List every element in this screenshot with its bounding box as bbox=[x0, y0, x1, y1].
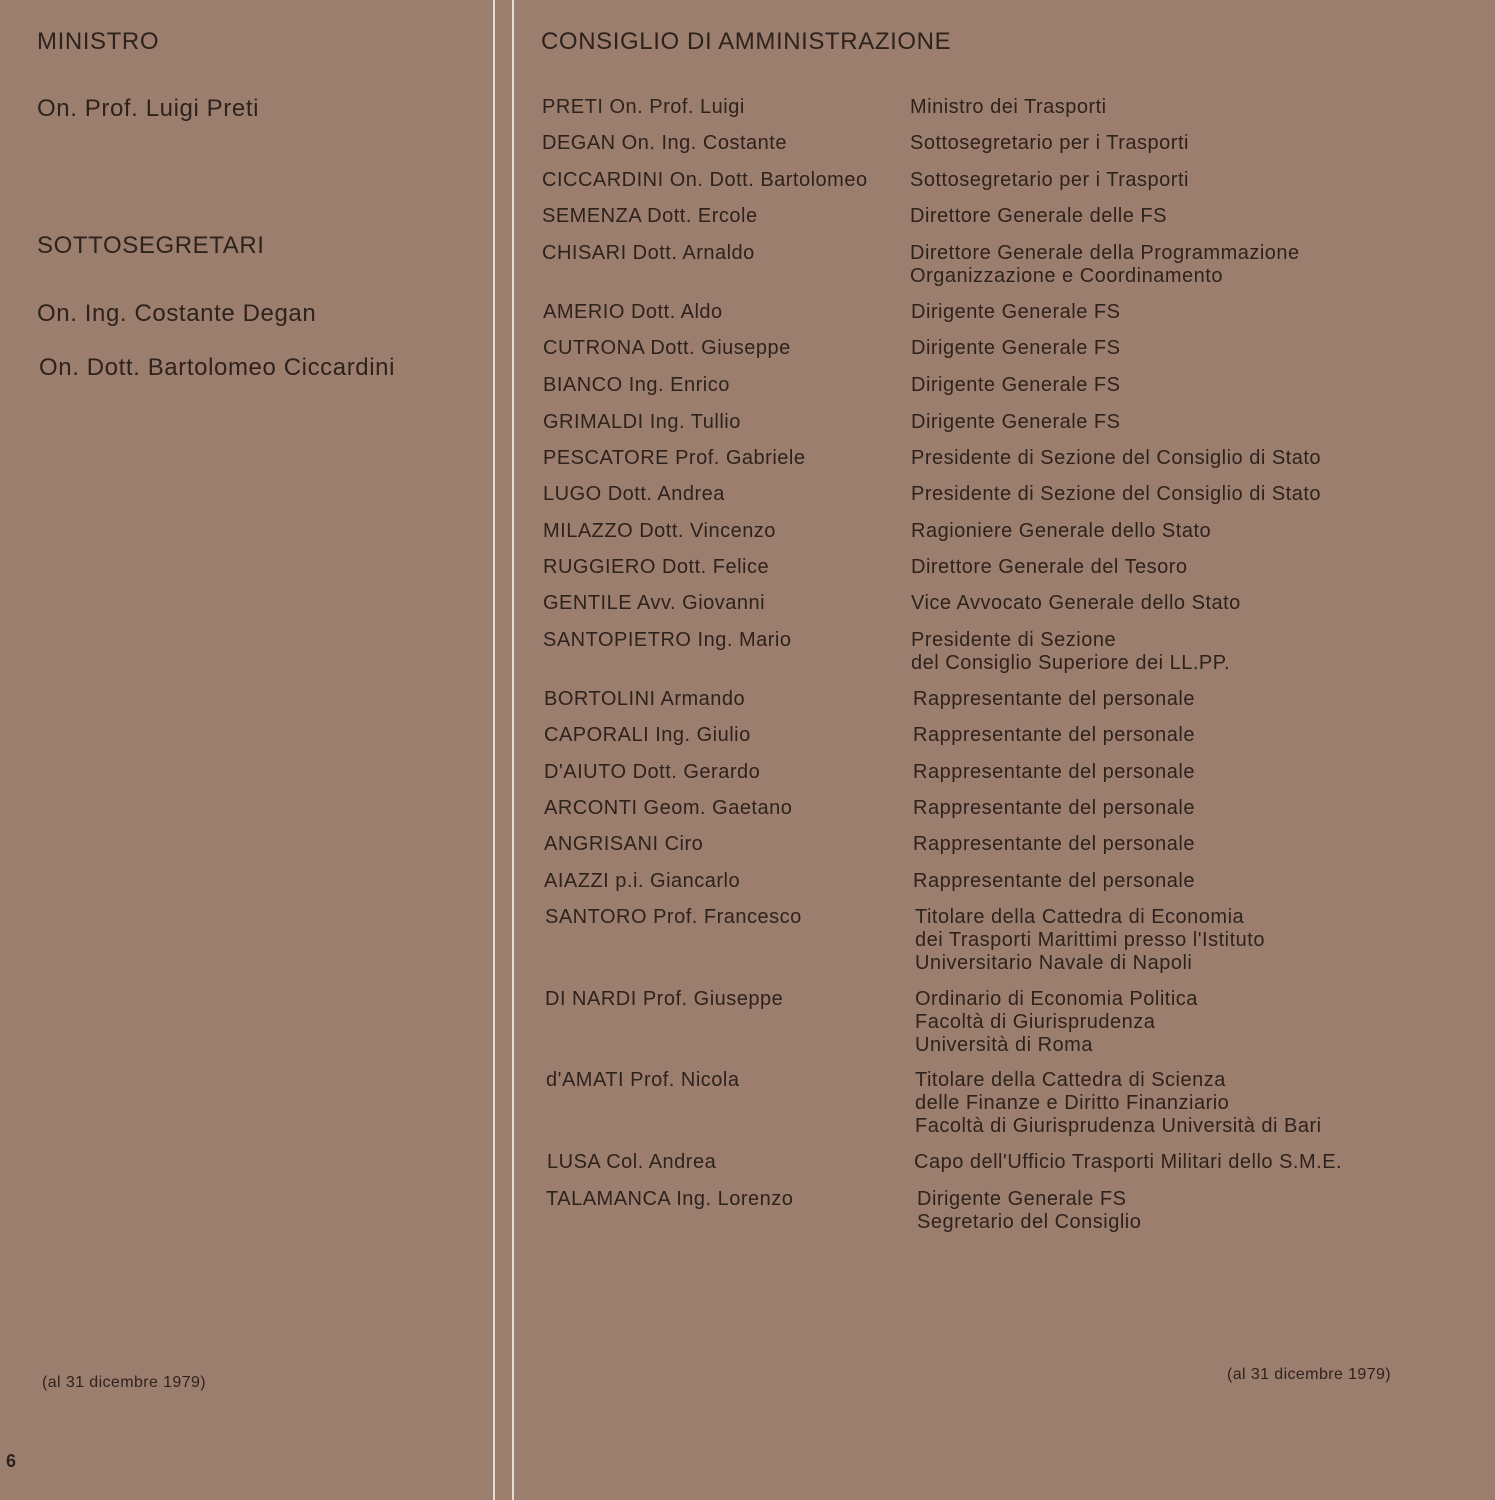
member-name: DEGAN On. Ing. Costante bbox=[542, 132, 787, 154]
member-name: BIANCO Ing. Enrico bbox=[543, 374, 730, 396]
member-role-line: Facoltà di Giurisprudenza bbox=[915, 1011, 1156, 1033]
member-role bbox=[913, 761, 1195, 784]
member-role-line: Vice Avvocato Generale dello Stato bbox=[911, 592, 1241, 614]
member-name: AIAZZI p.i. Giancarlo bbox=[544, 870, 741, 892]
member-role-line: Rappresentante del personale bbox=[913, 797, 1195, 819]
member-role bbox=[913, 833, 1195, 856]
member-role-line: Universitario Navale di Napoli bbox=[915, 952, 1193, 974]
member-role-line: Rappresentante del personale bbox=[913, 761, 1195, 783]
member-role bbox=[913, 797, 1195, 820]
member-role bbox=[915, 906, 1265, 975]
left-date: (al 31 dicembre 1979) bbox=[42, 1374, 207, 1391]
member-name: DI NARDI Prof. Giuseppe bbox=[545, 988, 784, 1010]
right-date: (al 31 dicembre 1979) bbox=[1227, 1366, 1392, 1383]
member-name: GRIMALDI Ing. Tullio bbox=[543, 411, 741, 433]
member-role-line: Università di Roma bbox=[915, 1034, 1093, 1056]
member-role-line: Direttore Generale delle FS bbox=[910, 205, 1167, 227]
member-role bbox=[911, 301, 1120, 324]
member-name: CUTRONA Dott. Giuseppe bbox=[543, 337, 791, 359]
member-role bbox=[915, 988, 1198, 1057]
member-role-line: Dirigente Generale FS bbox=[911, 337, 1121, 359]
member-name: d'AMATI Prof. Nicola bbox=[546, 1069, 740, 1091]
member-name: MILAZZO Dott. Vincenzo bbox=[543, 520, 776, 542]
member-role-line: Presidente di Sezione del Consiglio di Stato bbox=[911, 483, 1322, 505]
member-role-line: Titolare della Cattedra di Scienza bbox=[915, 1069, 1226, 1091]
member-role-line: Dirigente Generale FS bbox=[911, 411, 1121, 433]
member-name: CHISARI Dott. Arnaldo bbox=[542, 242, 755, 264]
member-role bbox=[910, 132, 1189, 155]
member-name: RUGGIERO Dott. Felice bbox=[543, 556, 770, 578]
member-name: LUGO Dott. Andrea bbox=[543, 483, 725, 505]
member-name: PRETI On. Prof. Luigi bbox=[542, 96, 745, 118]
member-role-line: Ordinario di Economia Politica bbox=[915, 988, 1198, 1010]
member-role-line: Organizzazione e Coordinamento bbox=[910, 265, 1223, 287]
member-name: SANTORO Prof. Francesco bbox=[545, 906, 802, 928]
member-role bbox=[911, 374, 1120, 397]
member-role-line: Direttore Generale del Tesoro bbox=[911, 556, 1188, 578]
member-role bbox=[911, 629, 1230, 675]
left-divider bbox=[493, 0, 495, 1500]
undersecretary-2: On. Dott. Bartolomeo Ciccardini bbox=[39, 354, 396, 381]
member-role bbox=[911, 337, 1120, 360]
member-name: ARCONTI Geom. Gaetano bbox=[544, 797, 793, 819]
minister-heading: MINISTRO bbox=[37, 28, 160, 55]
member-role-line: Ragioniere Generale dello Stato bbox=[911, 520, 1212, 542]
member-role-line: Segretario del Consiglio bbox=[917, 1211, 1142, 1233]
member-role bbox=[910, 242, 1300, 288]
member-role-line: dei Trasporti Marittimi presso l'Istituto bbox=[915, 929, 1265, 951]
member-role-line: Dirigente Generale FS bbox=[911, 301, 1121, 323]
member-role-line: Dirigente Generale FS bbox=[911, 374, 1121, 396]
member-role bbox=[911, 520, 1211, 543]
member-role-line: Rappresentante del personale bbox=[913, 833, 1195, 855]
member-role-line: delle Finanze e Diritto Finanziario bbox=[915, 1092, 1230, 1114]
member-role bbox=[917, 1188, 1141, 1234]
member-role-line: Sottosegretario per i Trasporti bbox=[910, 132, 1189, 154]
member-name: PESCATORE Prof. Gabriele bbox=[543, 447, 806, 469]
member-role bbox=[911, 592, 1241, 615]
member-role bbox=[911, 556, 1188, 579]
member-role bbox=[911, 483, 1321, 506]
member-role-line: Rappresentante del personale bbox=[913, 870, 1195, 892]
board-heading: CONSIGLIO DI AMMINISTRAZIONE bbox=[541, 28, 952, 55]
member-role-line: Facoltà di Giurisprudenza Università di Bari bbox=[915, 1115, 1322, 1137]
member-name: SANTOPIETRO Ing. Mario bbox=[543, 629, 792, 651]
member-role bbox=[913, 688, 1195, 711]
member-role-line: Direttore Generale della Programmazione bbox=[910, 242, 1300, 264]
member-name: LUSA Col. Andrea bbox=[547, 1151, 717, 1173]
member-role bbox=[911, 447, 1321, 470]
member-role bbox=[911, 411, 1120, 434]
member-role bbox=[914, 1151, 1342, 1174]
member-role-line: del Consiglio Superiore dei LL.PP. bbox=[911, 652, 1231, 674]
member-role-line: Dirigente Generale FS bbox=[917, 1188, 1127, 1210]
member-role bbox=[910, 169, 1189, 192]
member-role bbox=[915, 1069, 1322, 1138]
member-name: BORTOLINI Armando bbox=[544, 688, 746, 710]
member-role-line: Titolare della Cattedra di Economia bbox=[915, 906, 1245, 928]
member-name: ANGRISANI Ciro bbox=[544, 833, 704, 855]
member-name: AMERIO Dott. Aldo bbox=[543, 301, 723, 323]
member-role-line: Sottosegretario per i Trasporti bbox=[910, 169, 1189, 191]
member-name: SEMENZA Dott. Ercole bbox=[542, 205, 758, 227]
member-role bbox=[910, 96, 1107, 119]
member-role bbox=[913, 724, 1195, 747]
member-name: CICCARDINI On. Dott. Bartolomeo bbox=[542, 169, 868, 191]
member-name: D'AIUTO Dott. Gerardo bbox=[544, 761, 761, 783]
member-role-line: Presidente di Sezione bbox=[911, 629, 1117, 651]
member-role bbox=[913, 870, 1195, 893]
page-number: 6 bbox=[6, 1451, 17, 1471]
member-role bbox=[910, 205, 1167, 228]
member-name: TALAMANCA Ing. Lorenzo bbox=[546, 1188, 794, 1210]
member-role-line: Rappresentante del personale bbox=[913, 724, 1195, 746]
member-role-line: Rappresentante del personale bbox=[913, 688, 1195, 710]
member-name: GENTILE Avv. Giovanni bbox=[543, 592, 766, 614]
member-name: CAPORALI Ing. Giulio bbox=[544, 724, 751, 746]
member-role-line: Capo dell'Ufficio Trasporti Militari dello S.M.E. bbox=[914, 1151, 1343, 1173]
right-divider bbox=[512, 0, 514, 1500]
member-role-line: Ministro dei Trasporti bbox=[910, 96, 1107, 118]
member-role-line: Presidente di Sezione del Consiglio di Stato bbox=[911, 447, 1322, 469]
undersecretaries-heading: SOTTOSEGRETARI bbox=[37, 232, 265, 259]
minister-name: On. Prof. Luigi Preti bbox=[37, 95, 260, 122]
undersecretary-1: On. Ing. Costante Degan bbox=[37, 300, 317, 327]
